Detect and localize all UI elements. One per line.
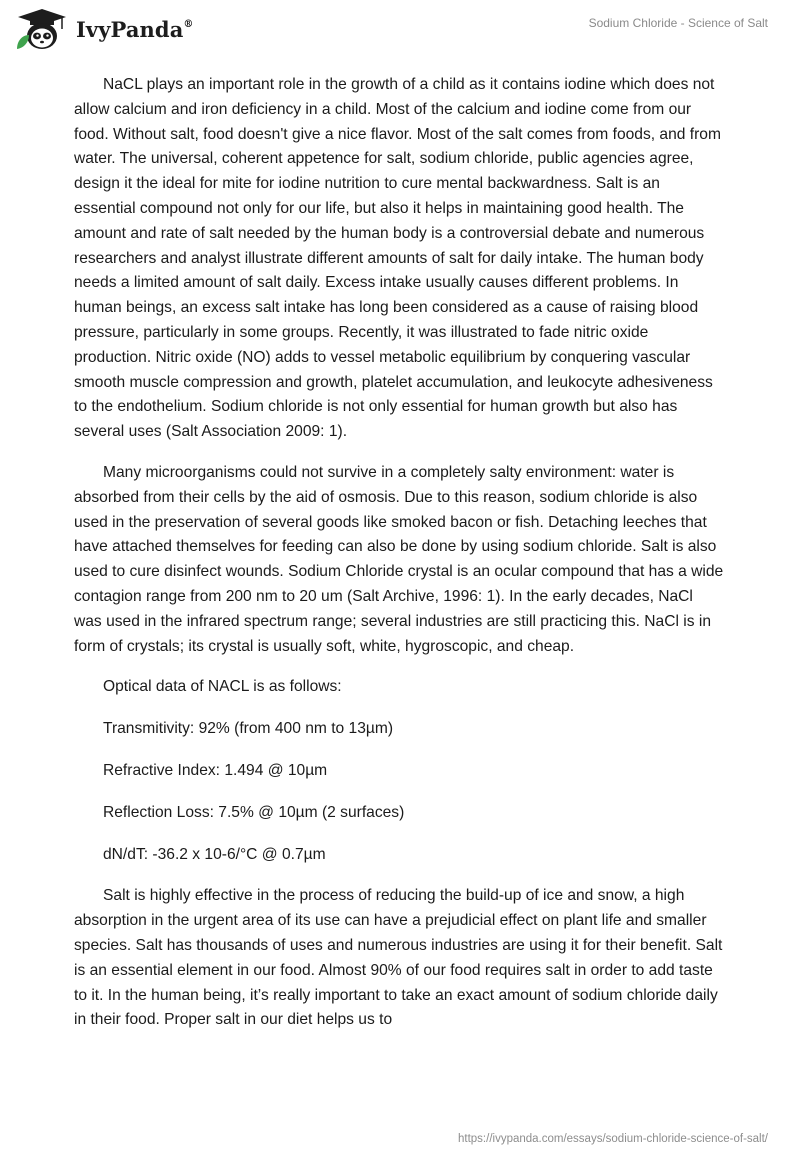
brand-name-text: IvyPanda	[76, 16, 184, 42]
panda-graduate-icon	[14, 7, 70, 51]
document-title: Sodium Chloride - Science of Salt	[588, 16, 768, 30]
source-url[interactable]: https://ivypanda.com/essays/sodium-chloride-science-of-salt/	[458, 1133, 768, 1145]
ivypanda-logo[interactable]	[14, 7, 194, 51]
optical-data-item: Reflection Loss: 7.5% @ 10µm (2 surfaces)	[103, 803, 405, 821]
optical-data-item: dN/dT: -36.2 x 10-6/°C @ 0.7µm	[103, 845, 326, 863]
paragraph: Salt is highly effective in the process of reducing the build-up of ice and snow, a high absorption in the urgent area of its use can have a prejudicial effect on plant life and smaller species. Salt has thousands of uses and numerous industries are using it for their benefit. Salt is an essential element in our food. Almost 90% of our food requires salt in order to add taste to it. In the human being, it’s really important to take an exact amount of sodium chloride daily in their food. Proper salt in our diet helps us to	[74, 887, 723, 1029]
paragraph: NaCL plays an important role in the growth of a child as it contains iodine which does not allow calcium and iron deficiency in a child. Most of the calcium and iodine come from our food. Without salt, food doesn't give a nice flavor. Most of the salt comes from foods, and from water. The universal, coherent appetence for salt, sodium chloride, public agencies agree, design it the ideal for mite for iodine nutrition to cure mental backwardness. Salt is an essential compound not only for our life, but also it helps in maintaining good health. The amount and rate of salt needed by the human body is a controversial debate and numerous researchers and analyst illustrate different amounts of salt for daily intake. The human body needs a limited amount of salt daily. Excess intake usually causes different problems. In human beings, an excess salt intake has long been considered as a cause of raising blood pressure, particularly in some groups. Recently, it was illustrated to fade nitric oxide production. Nitric oxide (NO) adds to vessel metabolic equilibrium by conquering vascular smooth muscle compression and growth, platelet accumulation, and leukocyte adhesiveness to the endothelium. Sodium chloride is not only essential for human growth but also has several uses (Salt Association 2009: 1).	[74, 76, 721, 441]
optical-data-intro: Optical data of NACL is as follows:	[103, 678, 342, 696]
optical-data-item: Refractive Index: 1.494 @ 10µm	[103, 761, 328, 779]
paragraph: Many microorganisms could not survive in a completely salty environment: water is absorbed from their cells by the aid of osmosis. Due to this reason, sodium chloride is also used in the preservation of several goods like smoked bacon or fish. Detaching leeches that have attached themselves for feeding can also be done by using sodium chloride. Salt is also used to cure disinfect wounds. Sodium Chloride crystal is an ocular compound that has a wide contagion range from 200 nm to 20 um (Salt Archive, 1996: 1). In the early decades, NaCl was used in the infrared spectrum range; several industries are still practicing this. NaCl is in form of crystals; its crystal is usually soft, white, hygroscopic, and cheap.	[74, 463, 724, 655]
page-header	[0, 0, 800, 60]
registered-mark: ®	[183, 18, 194, 30]
optical-data-item: Transmitivity: 92% (from 400 nm to 13µm)	[103, 720, 394, 738]
brand-name	[76, 17, 194, 42]
essay-body	[74, 73, 724, 1049]
